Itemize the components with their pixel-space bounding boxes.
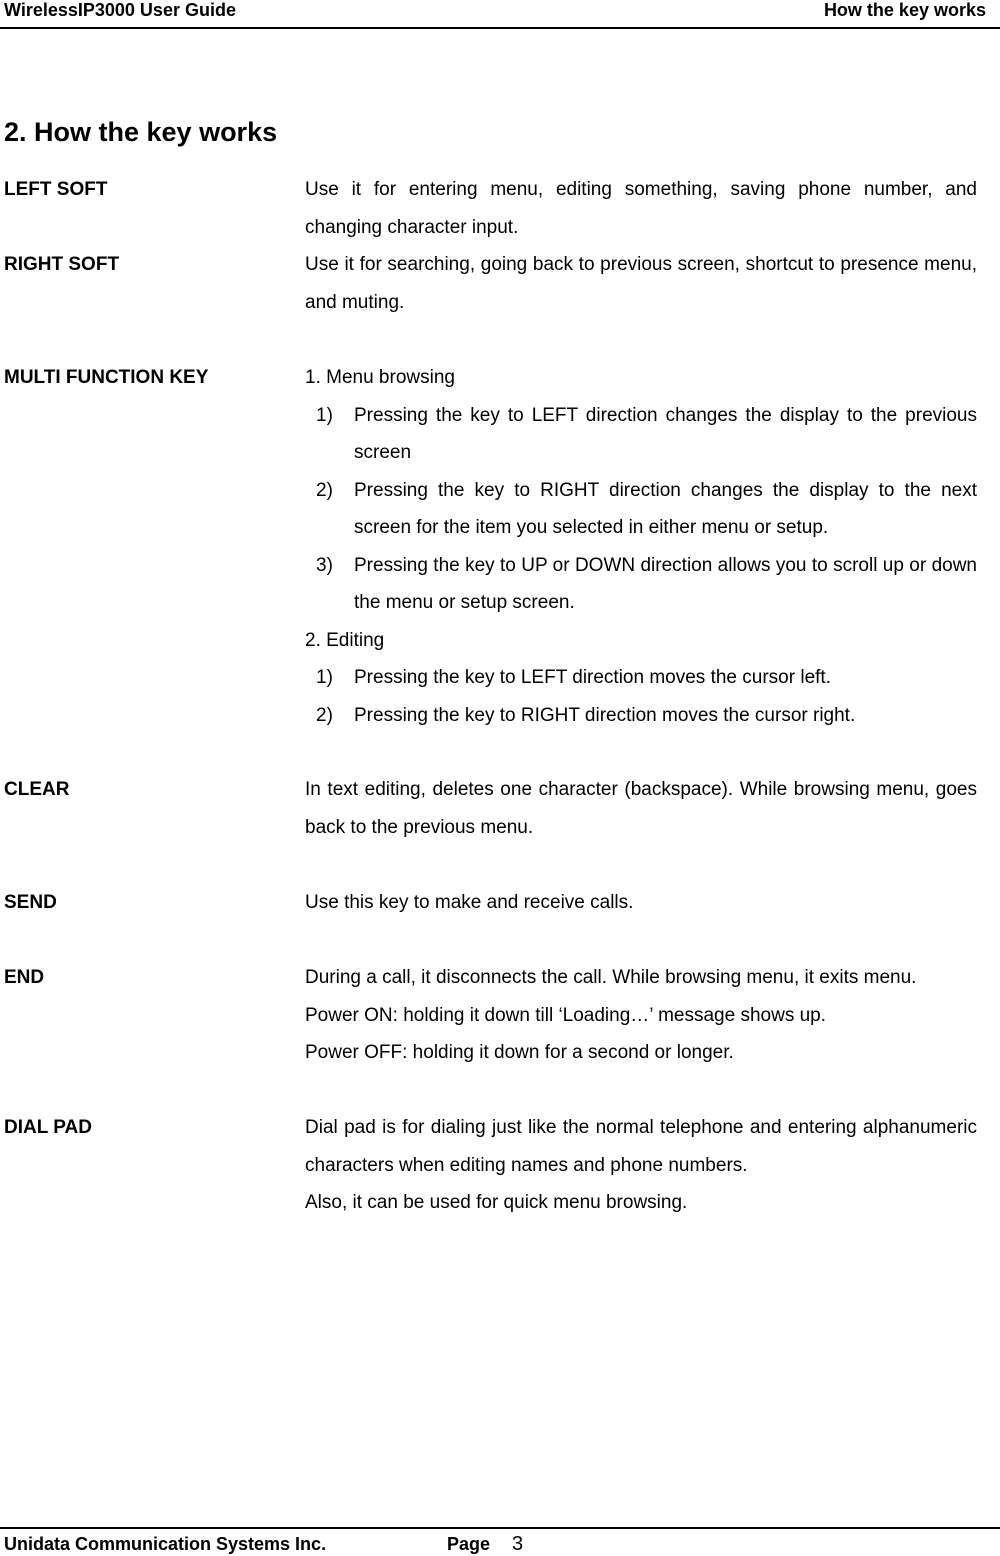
footer-page-label: Page <box>447 1534 491 1554</box>
header-section-title: How the key works <box>823 0 986 20</box>
key-term: SEND <box>4 892 57 913</box>
list-text: Pressing the key to LEFT direction moves the cursor left. <box>354 667 831 688</box>
section-heading: 2. Editing <box>305 629 385 651</box>
list-text: Pressing the key to LEFT direction changes the display to the previous screen <box>354 404 977 463</box>
key-description <box>305 359 977 734</box>
key-description: Use it for searching, going back to previous screen, shortcut to presence menu, and muting. <box>305 254 977 313</box>
list-text: Pressing the key to RIGHT direction changes the display to the next screen for the item you selected in either menu or setup. <box>354 479 977 538</box>
section-heading: 1. Menu browsing <box>305 367 455 388</box>
key-description: Use it for entering menu, editing something, saving phone number, and changing character input. <box>305 179 977 238</box>
list-item <box>305 697 977 735</box>
list-item <box>305 659 977 697</box>
list-text: Pressing the key to UP or DOWN direction allows you to scroll up or down the menu or setup screen. <box>354 554 977 613</box>
footer-page-number: 3 <box>512 1533 524 1555</box>
description-line: Dial pad is for dialing just like the normal telephone and entering alphanumeric characters when editing names and phone numbers. <box>305 1117 977 1176</box>
key-term: MULTI FUNCTION KEY <box>4 367 209 388</box>
page-header <box>0 0 1000 29</box>
footer-company: Unidata Communication Systems Inc. <box>4 1534 327 1554</box>
key-description: Use this key to make and receive calls. <box>305 892 634 913</box>
key-description: In text editing, deletes one character (backspace). While browsing menu, goes back to the previous menu. <box>305 779 977 838</box>
description-line: During a call, it disconnects the call. While browsing menu, it exits menu. <box>305 967 917 988</box>
list-number: 2) <box>316 704 333 726</box>
header-doc-title: WirelessIP3000 User Guide <box>4 0 236 20</box>
description-line: Power OFF: holding it down for a second or longer. <box>305 1042 734 1063</box>
list-number: 3) <box>316 554 333 576</box>
list-number: 1) <box>316 667 333 688</box>
list-item <box>305 397 977 472</box>
list-number: 1) <box>316 404 333 426</box>
list-number: 2) <box>316 479 333 501</box>
key-term: END <box>4 967 45 988</box>
key-description <box>305 1109 977 1222</box>
page-footer <box>0 1527 1000 1555</box>
key-term: CLEAR <box>4 779 70 800</box>
list-text: Pressing the key to RIGHT direction moves the cursor right. <box>354 704 856 726</box>
key-description <box>305 959 977 1072</box>
description-line: Power ON: holding it down till ‘Loading…’ message shows up. <box>305 1004 827 1026</box>
key-term: RIGHT SOFT <box>4 254 120 275</box>
description-line: Also, it can be used for quick menu browsing. <box>305 1192 688 1213</box>
page-title: 2. How the key works <box>4 117 278 147</box>
list-item <box>305 547 977 622</box>
key-term: DIAL PAD <box>4 1117 92 1138</box>
key-term: LEFT SOFT <box>4 179 108 200</box>
list-item <box>305 472 977 547</box>
